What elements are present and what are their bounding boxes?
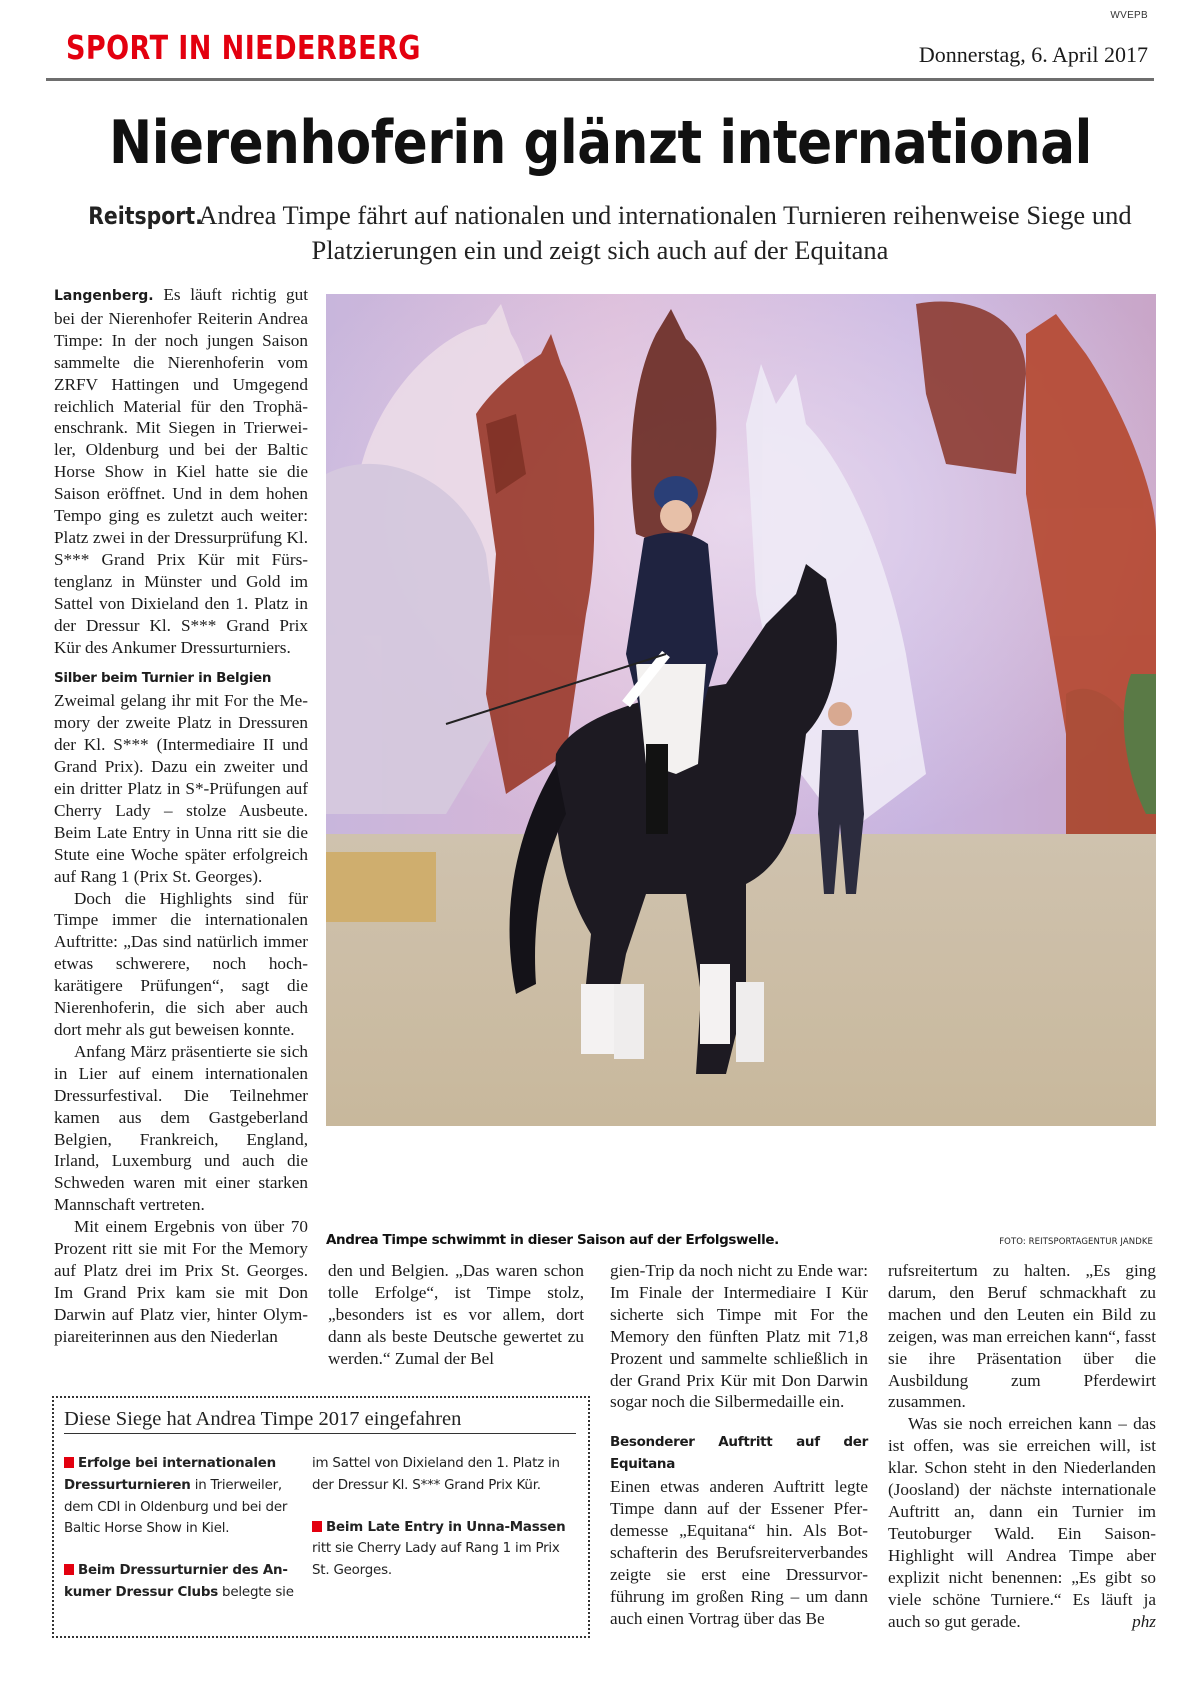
paragraph (888, 1413, 1156, 1632)
photo-credit: FOTO: REITSPORTAGENTUR JANDKE (999, 1237, 1153, 1247)
article-column-2 (328, 1260, 584, 1370)
paragraph: Einen etwas anderen Auftritt legte Timpe dann auf der Essener Pferdemesse „Equitana“ hin. Als Botschafterin des Berufsreiterverbandes zeigte sie erst eine Dressurvorführung im großen Ring – um dann auch einen Vortrag über das Be (610, 1477, 868, 1628)
section-title: SPORT IN NIEDERBERG (66, 28, 421, 67)
red-square-bullet-icon (312, 1521, 322, 1532)
headline-text: Nierenhoferin glänzt international (108, 108, 1092, 178)
infobox-item-bold: Beim Late Entry in Unna-Massen (326, 1519, 566, 1535)
infobox-column-right (312, 1453, 566, 1602)
infobox-item-text: ritt sie Cherry Lady auf Rang 1 im Prix St. Georges. (312, 1541, 560, 1579)
paragraph: Anfang März präsentierte sie sich in Lier auf einem internationalen Dressurfestival. Die Teilnehmer kamen aus dem Gastgeberland Belgien, Frankreich, England, Irland, Luxemburg und auch die Schweden waren mit einer starken Mannschaft vertreten. (54, 1041, 308, 1215)
issue-date: Donnerstag, 6. April 2017 (918, 42, 1148, 67)
red-square-bullet-icon (64, 1564, 74, 1575)
paragraph (54, 284, 308, 658)
paragraph-text: Es läuft richtig gut bei der Nierenhofer Reiterin Andrea Timpe: In der noch jungen Saison sammelte die Nierenhoferin vom ZRFV Hattingen und Umgegend reichlich Material für den Trophäenschrank. Mit Siegen in Trierweiler, Oldenburg und bei der Baltic Horse Show in Kiel hatte sie die Saison eröffnet. Und in dem hohen Tempo ging es zuletzt auch weiter: Platz zwei in der Dressurprüfung Kl. S*** Grand Prix Kür mit Fürstenglanz in Münster und Gold im Sattel von Dixieland den 1. Platz in der Dressur Kl. S*** Grand Prix Kür des Ankumer Dressurturniers. (54, 285, 308, 657)
author-signature: phz (1132, 1611, 1156, 1631)
infobox-item-continued (312, 1453, 566, 1497)
subheading-equitana: Besonderer Auftritt auf der Equitana (610, 1434, 868, 1473)
infobox-item-text: in Trierweiler, dem CDI in Oldenburg und bei der Baltic Horse Show in Kiel. (64, 1477, 288, 1537)
wins-infobox (52, 1396, 590, 1638)
infobox-column-left (64, 1453, 306, 1624)
infobox-item-text: belegte sie (218, 1584, 294, 1600)
article-column-1 (54, 284, 308, 1348)
paragraph-text: Was sie noch erreichen kann – das ist offen, was sie erreichen will, ist klar. Schon steht in den Niederlanden (Joosland) der nächste internationale Auftritt an, dann ein Turnier im Teutoburger Wald. Ein Saison-Highlight will Andrea Timpe aber explizit nicht benennen: „Es gibt so viele schöne Turniere.“ Es läuft ja auch so gut gerade. (888, 1414, 1156, 1631)
paragraph: den und Belgien. „Das waren schon tolle Erfolge“, ist Timpe stolz, „besonders ist es vor allem, dort dann als beste Deutsche gewertet zu werden.“ Zumal der Bel (328, 1261, 584, 1368)
hay-bale (326, 852, 436, 922)
infobox-item-bold: Beim Dressurturnier des Ankumer Dressur Clubs (64, 1563, 288, 1600)
infobox-title: Diese Siege hat Andrea Timpe 2017 eingefahren (64, 1408, 576, 1434)
dateline: Langenberg. (54, 288, 154, 304)
article-column-3 (610, 1260, 868, 1630)
paragraph: gien-Trip da noch nicht zu Ende war: Im Finale der Intermediaire I Kür sicherte sich Timpe mit For the Memory den fünften Platz mit 71,8 Prozent und sammelte schließlich in der Grand Prix Kür mit Don Darwin sogar noch die Silbermedaille ein. (610, 1261, 868, 1412)
article-photo (326, 294, 1156, 1126)
red-square-bullet-icon (64, 1457, 74, 1468)
headline (0, 108, 1200, 178)
subhead-kicker: Reitsport. (88, 202, 204, 230)
infobox-item-text: im Sattel von Dixieland den 1. Platz in der Dressur Kl. S*** Grand Prix Kür. (312, 1456, 560, 1493)
subheadline (60, 198, 1140, 267)
paragraph: Doch die Highlights sind für Timpe immer die internationalen Auftritte: „Das sind natürlich immer etwas schwerere, noch hochkarätigere Prüfungen“, sagt die Nierenhoferin, die sich aber auch dort mehr als gut beweisen konnte. (54, 888, 308, 1039)
dressage-photo-illustration (326, 294, 1156, 1126)
subhead-text: Andrea Timpe fährt auf nationalen und internationalen Turnieren reihenweise Siege und Platzierungen ein und zeigt sich auch auf der Equitana (193, 200, 1132, 265)
paragraph: Zweimal gelang ihr mit For the Memory der zweite Platz in Dressuren der Kl. S*** (Intermediaire II und Grand Prix). Dazu ein zweiter und ein dritter Platz in S*-Prüfungen auf Cherry Lady – stolze Ausbeute. Beim Late Entry in Unna ritt sie die Stute eine Woche später erfolgreich auf Rang 1 (Prix St. Georges). (54, 691, 308, 886)
publication-code: WVEPB (1110, 10, 1148, 21)
photo-caption: Andrea Timpe schwimmt in dieser Saison auf der Erfolgswelle. (326, 1232, 779, 1248)
paragraph: Mit einem Ergebnis von über 70 Prozent ritt sie mit For the Memory auf Platz drei im Prix St. Georges. Im Grand Prix kam sie mit Don Darwin auf Platz vier, hinter Olympiareiterinnen aus den Niederlan (54, 1217, 308, 1346)
infobox-item (64, 1560, 306, 1604)
infobox-item (312, 1517, 566, 1582)
infobox-item (64, 1453, 306, 1540)
paragraph: rufsreitertum zu halten. „Es ging darum, den Beruf schmackhaft zu machen und den Leuten ein Bild zu zeigen, was man erreichen kann“, fasst sie ihre Präsentation über die Ausbildung zum Pferdewirt zusammen. (888, 1261, 1156, 1412)
header-rule (46, 78, 1154, 81)
infobox-item-bold: Erfolge bei internationalen Dressurturnieren (64, 1456, 276, 1493)
article-column-4 (888, 1260, 1156, 1632)
subheading-belgien: Silber beim Turnier in Belgien (54, 670, 272, 687)
